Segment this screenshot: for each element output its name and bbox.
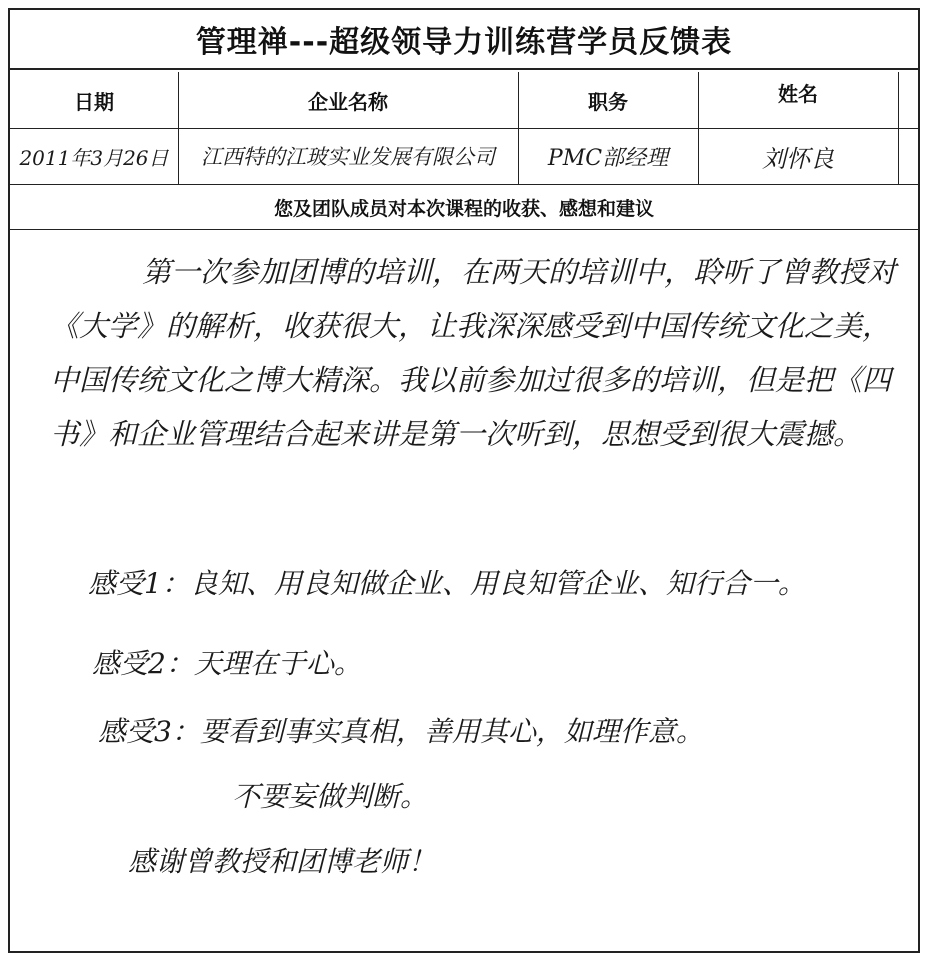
column-divider	[898, 72, 899, 184]
column-divider	[178, 72, 179, 184]
company-value: 江西特的江玻实业发展有限公司	[201, 145, 495, 169]
feeling-3: 感受3：要看到事实真相，善用其心，如理作意。	[98, 715, 704, 748]
column-divider	[698, 72, 699, 184]
feeling-2: 感受2：天理在于心。	[92, 647, 362, 680]
form-title: 管理禅---超级领导力训练营学员反馈表	[10, 10, 918, 70]
closing-thanks: 感谢曾教授和团博老师！	[128, 845, 437, 878]
header-name: 姓名	[778, 81, 818, 106]
date-value: 2011年3月26日	[19, 145, 169, 170]
feedback-paragraph: 第一次参加团博的培训，在两天的培训中，聆听了曾教授对《大学》的解析，收获很大，让我深深感受到中国传统文化之美，中国传统文化之博大精深。我以前参加过很多的培训，但是把《四书》和企业管理结合起来讲是第一次听到，思想受到很大震撼。	[50, 255, 897, 451]
header-position: 职务	[588, 89, 628, 114]
divider	[10, 229, 918, 230]
feedback-form	[8, 8, 920, 953]
column-divider	[518, 72, 519, 184]
section-title: 您及团队成员对本次课程的收获、感想和建议	[273, 197, 654, 220]
position-value: PMC部经理	[547, 145, 669, 171]
feeling-3-continued: 不要妄做判断。	[232, 780, 429, 813]
name-value: 刘怀良	[762, 144, 834, 173]
header-date: 日期	[74, 89, 114, 114]
header-company: 企业名称	[308, 89, 388, 114]
feeling-1: 感受1：良知、用良知做企业、用良知管企业、知行合一。	[88, 567, 806, 600]
